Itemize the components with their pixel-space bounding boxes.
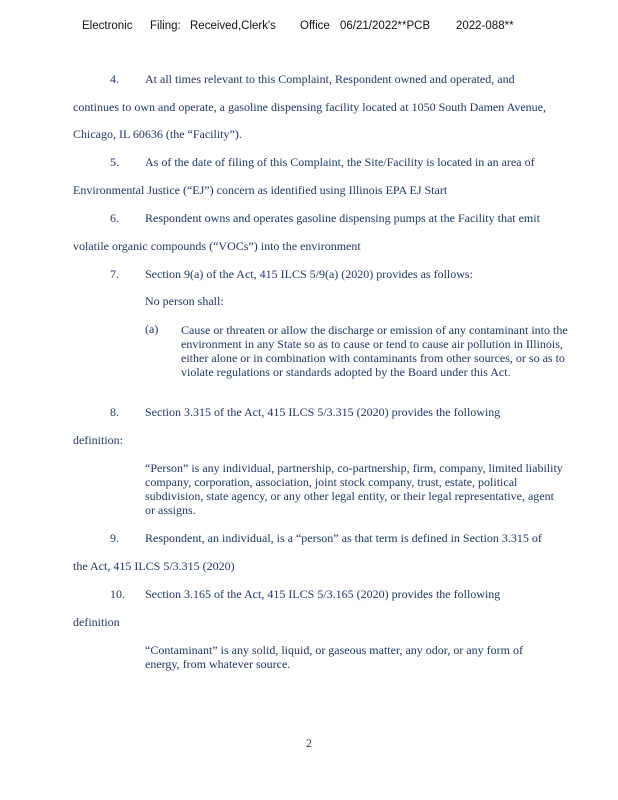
header-electronic: Electronic [82,20,133,32]
header-office: Office [300,20,330,32]
filing-header [0,20,618,36]
paragraph-7-intro: No person shall: [145,294,224,308]
paragraph-5-line-2: Environmental Justice (“EJ”) concern as identified using Illinois EPA EJ Start [73,183,448,197]
person-definition-quote: “Person” is any individual, partnership, co-partnership, firm, company, limited liability company, corporation, association, joint stock company, trust, estate, political subdivision, state agency, or any other legal entity, or their legal representative, agent or assigns. [145,461,563,517]
paragraph-10-line-1: Section 3.165 of the Act, 415 ILCS 5/3.165 (2020) provides the following [145,587,501,601]
paragraph-5-number: 5. [110,155,119,169]
contaminant-definition-quote: “Contaminant” is any solid, liquid, or gaseous matter, any odor, or any form of energy, from whatever source. [145,643,523,671]
paragraph-8-line-2: definition: [73,433,123,447]
paragraph-5-line-1: As of the date of filing of this Complaint, the Site/Facility is located in an area of [145,155,535,169]
paragraph-6-line-1: Respondent owns and operates gasoline dispensing pumps at the Facility that emit [145,211,540,225]
paragraph-7-line-1: Section 9(a) of the Act, 415 ILCS 5/9(a) (2020) provides as follows: [145,267,473,281]
paragraph-9-line-2: the Act, 415 ILCS 5/3.315 (2020) [73,559,235,573]
header-case: 2022-088** [456,20,514,32]
paragraph-7-item-text: Cause or threaten or allow the discharge or emission of any contaminant into the environment in any State so as to cause or tend to cause air pollution in Illinois, either alone or in combination with contaminants from other sources, or so as to violate regulations or standards adopted by the Board under this Act. [181,323,568,379]
paragraph-7-number: 7. [110,267,119,281]
paragraph-8-line-1: Section 3.315 of the Act, 415 ILCS 5/3.315 (2020) provides the following [145,405,501,419]
paragraph-4-number: 4. [110,72,119,86]
header-date: 06/21/2022**PCB [340,20,431,32]
page-number: 2 [306,736,312,750]
paragraph-4-line-2: continues to own and operate, a gasoline dispensing facility located at 1050 South Damen Avenue, [73,100,546,114]
paragraph-9-number: 9. [110,531,119,545]
paragraph-10-line-2: definition [73,615,120,629]
paragraph-10-number: 10. [110,587,125,601]
paragraph-9-line-1: Respondent, an individual, is a “person” as that term is defined in Section 3.315 of [145,531,542,545]
paragraph-6-line-2: volatile organic compounds (“VOCs”) into the environment [73,239,361,253]
paragraph-8-number: 8. [110,405,119,419]
paragraph-4-line-1: At all times relevant to this Complaint, Respondent owned and operated, and [145,72,515,86]
header-filing: Filing: [150,20,181,32]
paragraph-6-number: 6. [110,211,119,225]
header-received: Received,Clerk's [190,20,276,32]
paragraph-4-line-3: Chicago, IL 60636 (the “Facility”). [73,127,242,141]
paragraph-7-item-label: (a) [145,322,159,336]
